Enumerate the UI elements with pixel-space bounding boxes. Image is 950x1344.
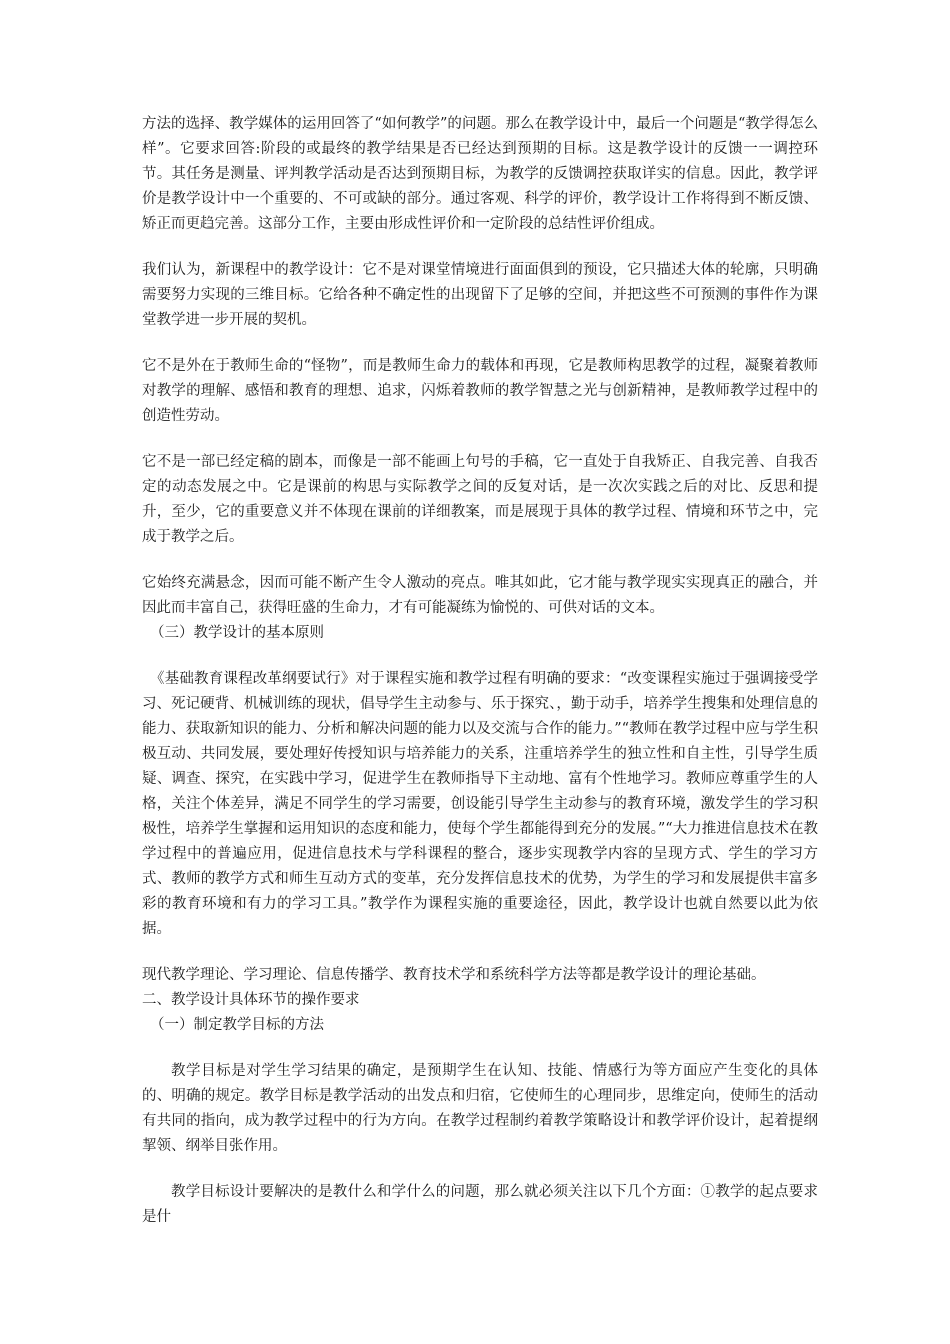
section-heading-objectives: （一）制定教学目标的方法 [150,1017,324,1033]
section-heading-principles: （三）教学设计的基本原则 [150,625,324,641]
paragraph-theory-basis: 现代教学理论、学习理论、信息传播学、教育技术学和系统科学方法等都是教学设计的理论基础。 [142,967,766,983]
paragraph-objectives-design: 教学目标设计要解决的是教什么和学什么的问题，那么就必须关注以下几个方面：①教学的起点要求是什 [142,1184,818,1225]
paragraph-objectives-definition: 教学目标是对学生学习结果的确定，是预期学生在认知、技能、情感行为等方面应产生变化的具体的、明确的规定。教学目标是教学活动的出发点和归宿，它使师生的心理同步，思维定向，使师生的活动有共同的指向，成为教学过程中的行为方向。在教学过程制约着教学策略设计和教学评价设计，起着提纲挈领、纲举目张作用。 [142,1063,818,1154]
paragraph-new-curriculum: 我们认为，新课程中的教学设计：它不是对课堂情境进行面面俱到的预设，它只描述大体的轮廓，只明确需要努力实现的三维目标。它给各种不确定性的出现留下了足够的空间，并把这些不可预测的事件作为课堂教学进一步开展的契机。 [142,262,818,328]
paragraph-teacher-life: 它不是外在于教师生命的“怪物”，而是教师生命力的载体和再现，它是教师构思教学的过程，凝聚着教师对教学的理解、感悟和教育的理想、追求，闪烁着教师的教学智慧之光与创新精神，是教师教学过程中的创造性劳动。 [142,358,818,424]
document-page [142,112,818,1230]
paragraph-manuscript: 它不是一部已经定稿的剧本，而像是一部不能画上句号的手稿，它一直处于自我矫正、自我完善、自我否定的动态发展之中。它是课前的构思与实际教学之间的反复对话，是一次次实践之后的对比、反思和提升，至少，它的重要意义并不体现在课前的详细教案，而是展现于具体的教学过程、情境和环节之中，完成于教学之后。 [142,454,818,545]
paragraph-suspense: 它始终充满悬念，因而可能不断产生令人激动的亮点。唯其如此，它才能与教学现实实现真正的融合，并因此而丰富自己，获得旺盛的生命力，才有可能凝练为愉悦的、可供对话的文本。 [142,575,818,616]
paragraph-curriculum-outline: 《基础教育课程改革纲要试行》对于课程实施和教学过程有明确的要求：“改变课程实施过于强调接受学习、死记硬背、机械训练的现状，倡导学生主动参与、乐于探究、，勤于动手，培养学生搜集和处理信息的能力、获取新知识的能力、分析和解决问题的能力以及交流与合作的能力。”“教师在教学过程中应与学生积极互动、共同发展，要处理好传授知识与培养能力的关系，注重培养学生的独立性和自主性，引导学生质疑、调查、探究，在实践中学习，促进学生在教师指导下主动地、富有个性地学习。教师应尊重学生的人格，关注个体差异，满足不同学生的学习需要，创设能引导学生主动参与的教育环境，激发学生的学习积极性，培养学生掌握和运用知识的态度和能力，使每个学生都能得到充分的发展。”“大力推进信息技术在教学过程中的普遍应用，促进信息技术与学科课程的整合，逐步实现教学内容的呈现方式、学生的学习方式、教师的教学方式和师生互动方式的变革，充分发挥信息技术的优势，为学生的学习和发展提供丰富多彩的教育环境和有力的学习工具。”教学作为课程实施的重要途径，因此，教学设计也就自然要以此为依据。 [142,671,818,937]
paragraph-evaluation: 方法的选择、教学媒体的运用回答了“如何教学”的问题。那么在教学设计中，最后一个问题是“教学得怎么样”。它要求回答:阶段的或最终的教学结果是否已经达到预期的目标。这是教学设计的反馈一一调控环节。其任务是测量、评判教学活动是否达到预期目标，为教学的反馈调控获取详实的信息。因此，教学评价是教学设计中一个重要的、不可或缺的部分。通过客观、科学的评价，教学设计工作将得到不断反馈、矫正而更趋完善。这部分工作，主要由形成性评价和一定阶段的总结性评价组成。 [142,116,818,232]
section-heading-operations: 二、教学设计具体环节的操作要求 [142,992,360,1008]
